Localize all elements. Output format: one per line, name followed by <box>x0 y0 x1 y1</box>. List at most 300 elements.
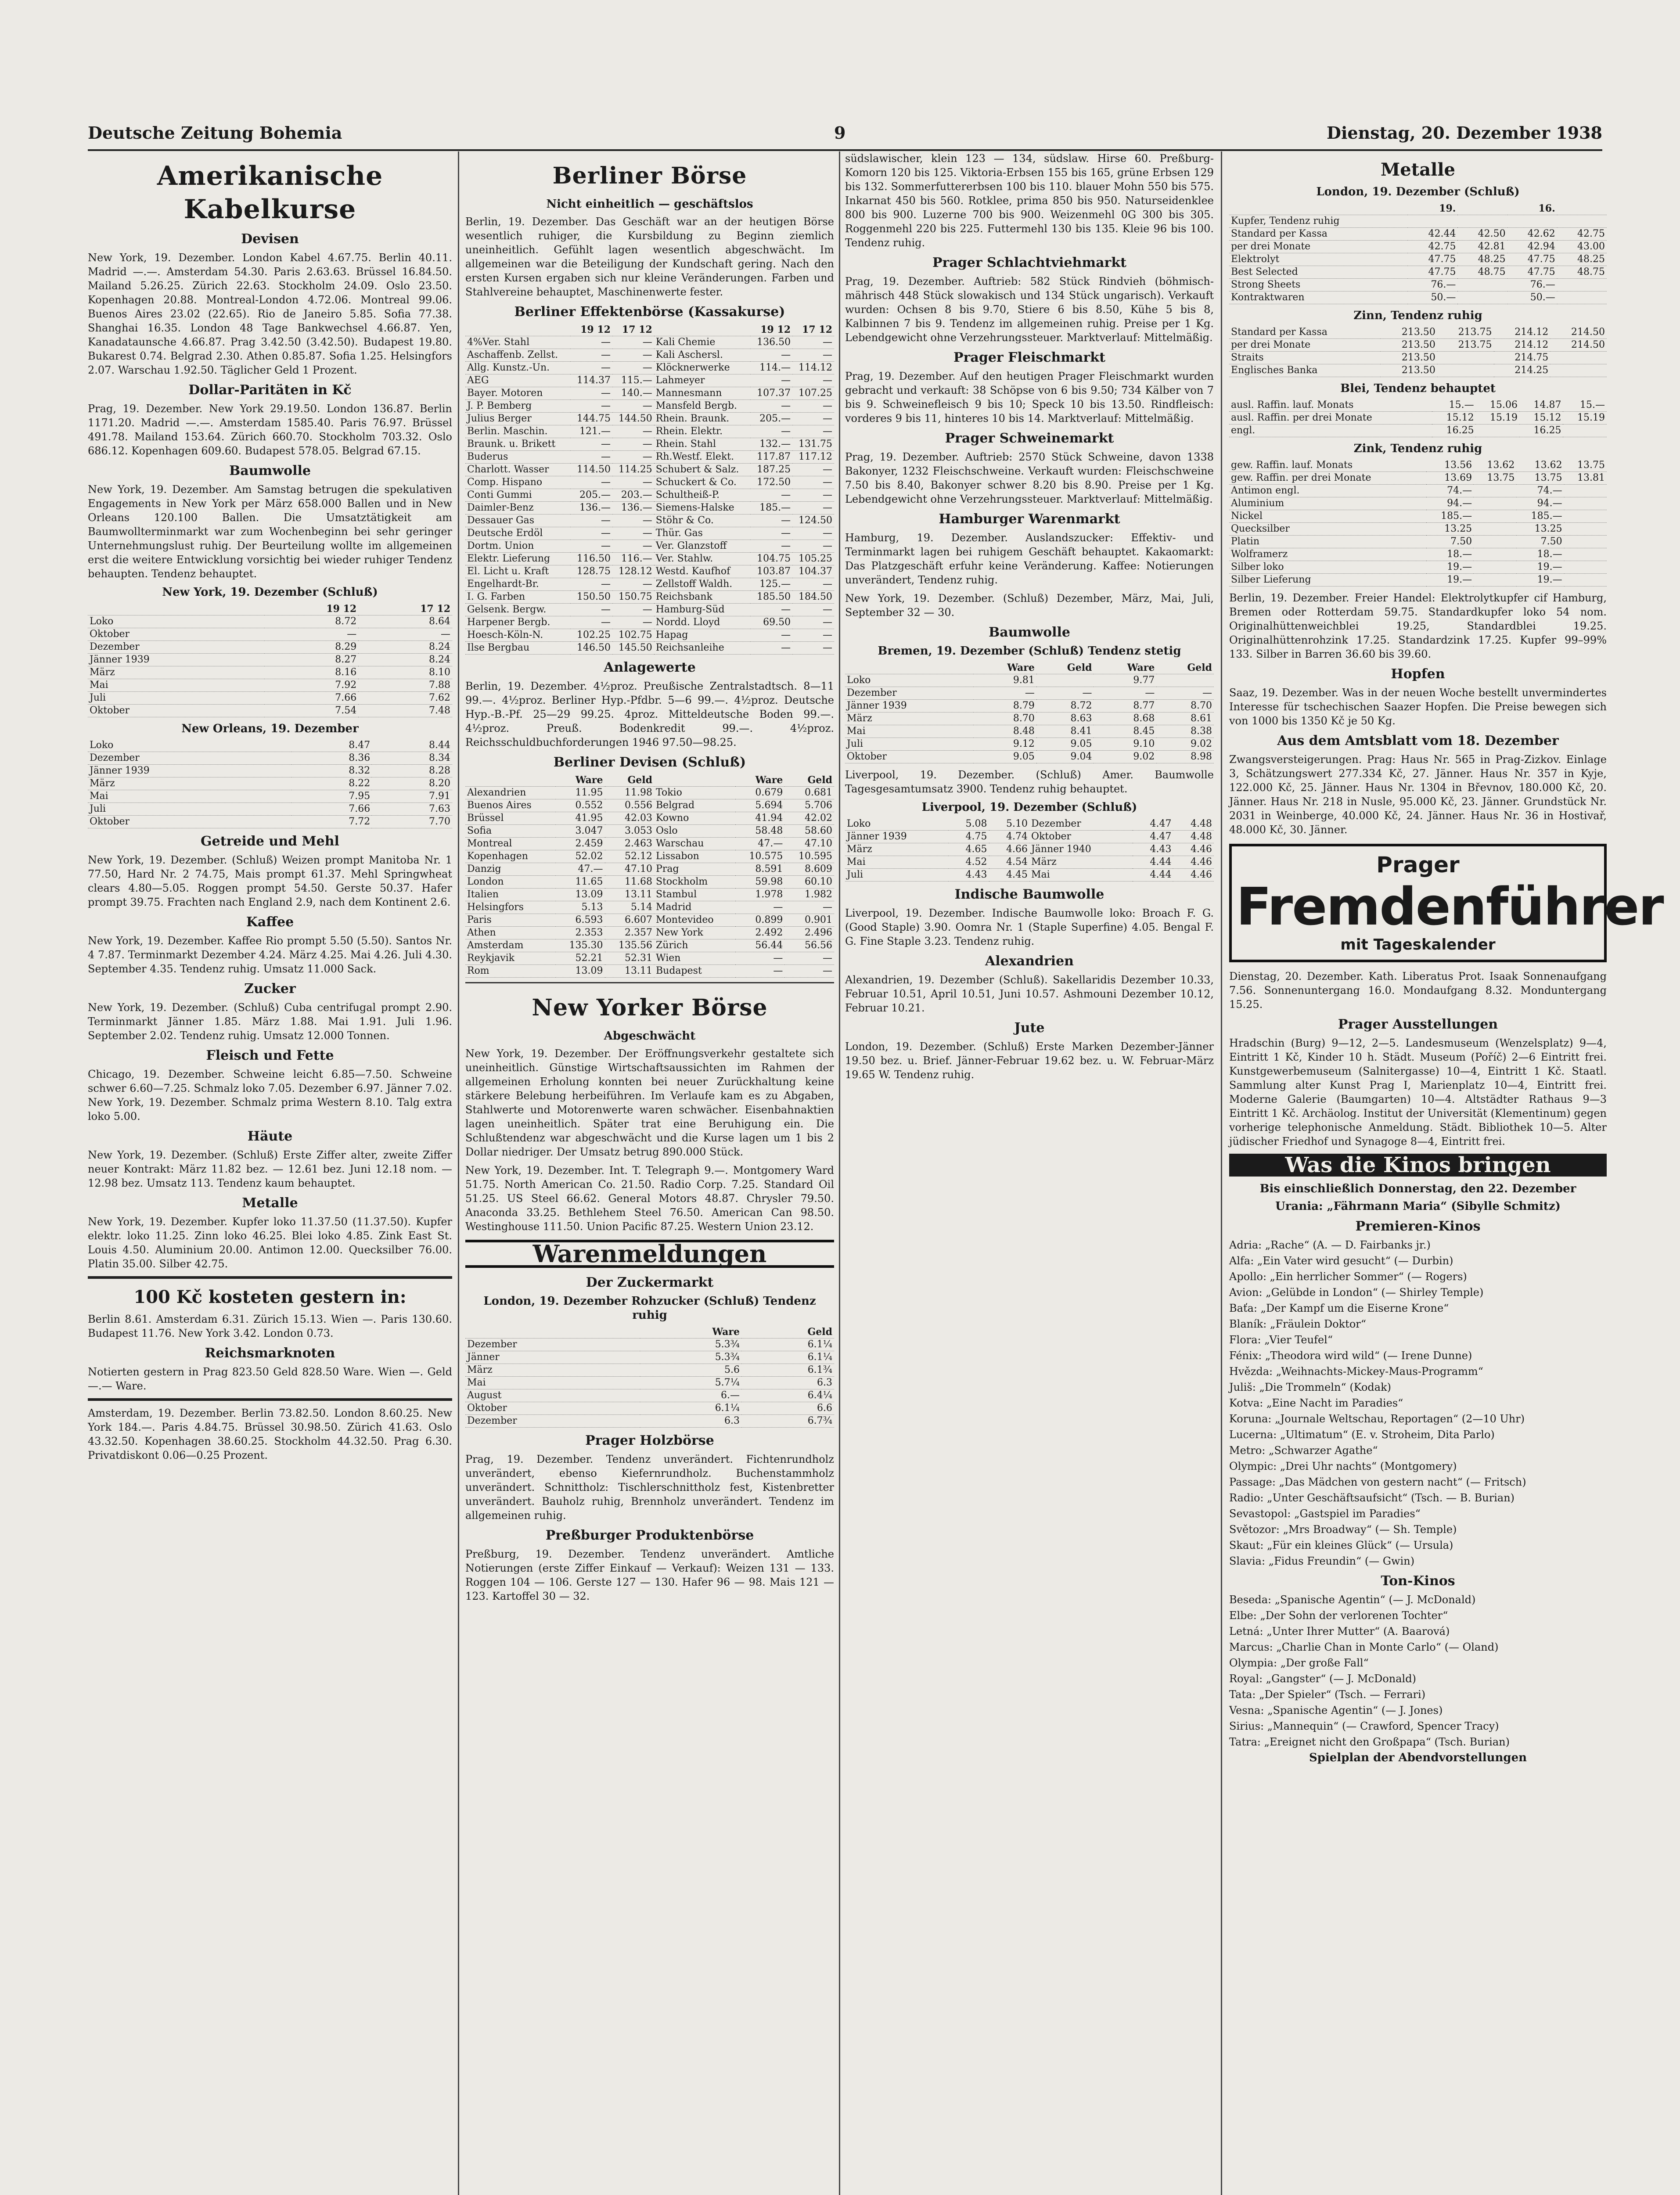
table-cell: 213.75 <box>1437 339 1494 352</box>
article-text: New York, 19. Dezember. Kaffee Rio prompt 5.50 (5.50). Santos Nr. 4 7.87. Terminmarkt Dezember 4.24. März 4.25. Mai 4.26. Juli 4.30. September 4.35. Tendenz ruhig. Umsatz 11.000 Sack. <box>88 935 452 975</box>
table-cell: 47.75 <box>1507 266 1557 279</box>
article-text: Prag, 19. Dezember. New York 29.19.50. London 136.87. Berlin 1171.20. Madrid —.—. Amsterdam 1585.40. Paris 76.97. Brüssel 491.78. Mailand 153.64. Zürich 660.70. Stockholm 703.32. Oslo 686.12. Kopenhagen 609.60. Budapest 578.05. Belgrad 67.15. <box>88 403 452 457</box>
table-cell: Harpener Bergb. <box>465 616 571 629</box>
paper-name: Deutsche Zeitung Bohemia <box>88 123 342 143</box>
table-cell <box>1550 352 1607 364</box>
cinema-line: Urania: „Fährmann Maria“ (Sibylle Schmitz) <box>1275 1200 1561 1213</box>
table-cell: 52.02 <box>555 850 605 863</box>
table-cell: Quecksilber <box>1229 523 1426 536</box>
table-cell: gew. Raffin. per drei Monate <box>1229 472 1426 485</box>
table-cell: Stöhr & Co. <box>654 515 751 527</box>
table-cell: 114.— <box>751 362 792 374</box>
table-cell: ausl. Raffin. per drei Monate <box>1229 412 1432 425</box>
table-row <box>465 825 834 838</box>
table-cell: 6.1¾ <box>741 1364 834 1377</box>
table-cell <box>1564 574 1607 587</box>
table-cell: 8.77 <box>1094 700 1156 712</box>
table-cell: — <box>751 642 792 655</box>
table-cell: 13.25 <box>1426 523 1474 536</box>
table-cell: 8.48 <box>974 725 1036 738</box>
table-cell: — <box>792 489 834 502</box>
table-cell: Elektr. Lieferung <box>465 553 571 565</box>
column-header <box>1557 202 1607 215</box>
table-cell: Athen <box>465 927 555 939</box>
table-cell: 7.66 <box>265 692 359 705</box>
table-heading: London, 19. Dezember (Schluß) <box>1316 185 1520 198</box>
table-cell: 42.75 <box>1557 228 1607 241</box>
section-title: Metalle <box>1381 159 1455 180</box>
table-cell: 214.25 <box>1494 364 1550 377</box>
column-header: 19 12 <box>571 324 612 336</box>
article-text: Alexandrien, 19. Dezember (Schluß). Sakellaridis Dezember 10.33, Februar 10.51, April 10.51, Juni 10.57. Ashmouni Dezember 10.12, Februar 10.21. <box>845 974 1214 1014</box>
table-cell: 52.31 <box>605 952 655 965</box>
table-cell: 4.45 <box>989 869 1029 882</box>
table-cell: 185.50 <box>751 591 792 604</box>
table-cell: 8.20 <box>372 777 452 790</box>
table-cell: 8.32 <box>291 765 372 777</box>
table-row <box>845 818 1214 831</box>
subsection-heading: Premieren-Kinos <box>1355 1219 1481 1234</box>
table-row <box>845 738 1214 751</box>
kinos-banner: Was die Kinos bringen <box>1229 1154 1607 1177</box>
table-cell: 7.70 <box>372 816 452 828</box>
article-text: New York, 19. Dezember. (Schluß) Dezember, März, Mai, Juli, September 32 — 30. <box>845 592 1214 619</box>
table-cell: — <box>735 952 785 965</box>
table-cell: 4.46 <box>1173 843 1214 856</box>
table-cell: 4.52 <box>948 856 989 869</box>
table-heading: Zink, Tendenz ruhig <box>1353 442 1482 455</box>
table-cell: Kowno <box>654 812 735 825</box>
table-cell: 41.95 <box>555 812 605 825</box>
table-row <box>465 578 834 591</box>
column-header: Geld <box>784 774 834 787</box>
table-row <box>88 816 452 828</box>
table-cell: London <box>465 876 555 889</box>
table-cell: Nordd. Lloyd <box>654 616 751 629</box>
table-cell: 128.12 <box>612 565 654 578</box>
table-cell: 128.75 <box>571 565 612 578</box>
table-cell: — <box>571 387 612 400</box>
table-cell: 19.— <box>1426 574 1474 587</box>
table-cell: 2.496 <box>784 927 834 939</box>
table-cell: 117.12 <box>792 451 834 464</box>
table-cell: Oktober <box>88 705 265 717</box>
table-cell: 8.68 <box>1094 712 1156 725</box>
table-cell: 13.75 <box>1516 472 1564 485</box>
table-cell: Mai <box>845 856 948 869</box>
table-row <box>1229 266 1607 279</box>
table-cell: 6.6 <box>741 1402 834 1415</box>
table-cell: Dessauer Gas <box>465 515 571 527</box>
table-cell <box>1474 497 1516 510</box>
table-cell <box>1457 215 1507 228</box>
table-cell: Dezember <box>465 1415 640 1428</box>
table-cell: — <box>571 349 612 362</box>
table-cell: — <box>265 628 359 641</box>
table-cell: — <box>571 362 612 374</box>
table-header-row <box>845 662 1214 674</box>
divider <box>88 1276 452 1279</box>
table-cell: — <box>571 438 612 451</box>
column-rule <box>458 151 459 2195</box>
table-cell: Loko <box>845 674 974 687</box>
table-cell: 42.02 <box>784 812 834 825</box>
table-header-row <box>465 774 834 787</box>
table-cell: Dezember <box>1029 818 1133 831</box>
table-row <box>465 914 834 927</box>
table-cell: Montreal <box>465 838 555 850</box>
column-header <box>465 324 571 336</box>
table-heading: New York, 19. Dezember (Schluß) <box>162 586 378 599</box>
table-cell: 7.50 <box>1426 536 1474 548</box>
table-cell: Deutsche Erdöl <box>465 527 571 540</box>
table-cell: 60.10 <box>784 876 834 889</box>
table-cell: 7.95 <box>291 790 372 803</box>
quote-table <box>1229 202 1607 304</box>
article-text: Berlin, 19. Dezember. Das Geschäft war an der heutigen Börse wesentlich ruhiger, die Kursbildung zu Beginn ziemlich uneinheitlich. Gefühlt lagen wesentlich abgeschwächt. Im allgemeinen war die Beteiligung der Kundschaft gering. Nach den ersten Kursen ergaben sich nur kleine Veränderungen. Farben und Stahlvereine behauptet, Maschinenwerte fester. <box>465 216 834 298</box>
table-cell <box>1036 674 1094 687</box>
table-row <box>465 812 834 825</box>
table-cell: 4.43 <box>1133 843 1173 856</box>
table-cell: Juli <box>88 803 291 816</box>
article-text: Prag, 19. Dezember. Auf den heutigen Prager Fleischmarkt wurden gebracht und verkauft: 38 Schöpse von 6 bis 9.50; 734 Kälber von 7 bis 9. Schweinefleisch 9 bis 10; Speck 10 bis 13.50. Rindfleisch: vorderes 9 bis 11, hinteres 10 bis 14. Marktverlauf: Mittelmäßig. <box>845 370 1214 425</box>
table-cell: Kontraktwaren <box>1229 291 1408 304</box>
table-cell: Buderus <box>465 451 571 464</box>
table-cell: 8.72 <box>1036 700 1094 712</box>
table-cell: Aluminium <box>1229 497 1426 510</box>
table-cell: — <box>792 425 834 438</box>
table-cell: Oktober <box>1029 831 1133 843</box>
table-cell: 15.12 <box>1519 412 1563 425</box>
table-cell: — <box>751 400 792 413</box>
table-cell: 4.43 <box>948 869 989 882</box>
table-row <box>465 939 834 952</box>
table-heading: London, 19. Dezember Rohzucker (Schluß) Tendenz ruhig <box>483 1295 816 1322</box>
table-cell <box>1408 215 1457 228</box>
table-cell: 4.44 <box>1133 869 1173 882</box>
table-cell: 213.75 <box>1437 326 1494 339</box>
list-item: Passage: „Das Mädchen von gestern nacht“ (— Fritsch) <box>1229 1476 1526 1488</box>
table-cell: Kali Aschersl. <box>654 349 751 362</box>
table-row <box>465 502 834 515</box>
table-row <box>465 565 834 578</box>
table-row <box>465 451 834 464</box>
table-cell: 132.— <box>751 438 792 451</box>
subsection-heading: Prager Fleischmarkt <box>953 350 1105 365</box>
table-cell: 214.12 <box>1494 339 1550 352</box>
table-cell: Rh.Westf. Elekt. <box>654 451 751 464</box>
table-cell: 0.681 <box>784 787 834 799</box>
table-cell: Jänner 1940 <box>1029 843 1133 856</box>
table-cell: Wien <box>654 952 735 965</box>
table-cell: 125.— <box>751 578 792 591</box>
table-cell: — <box>792 336 834 349</box>
table-cell: 15.19 <box>1476 412 1519 425</box>
table-row <box>465 413 834 425</box>
footer-note: Spielplan der Abendvorstellungen <box>1309 1751 1527 1764</box>
table-cell: — <box>571 616 612 629</box>
table-cell <box>1564 510 1607 523</box>
table-cell: Bayer. Motoren <box>465 387 571 400</box>
article-text: Berlin, 19. Dezember. 4½proz. Preußische Zentralstadtsch. 8—11 99.—. 4½proz. Berliner Hyp.-Pfdbr. 5—6 99.—. 4½proz. Deutsche Hyp.-B.-Pf. 25—29 99.25. 4proz. Mitteldeutsche Boden 99.—. 4½proz. Preuß. Bodenkredit 99.—. 4½proz. Reichsschuldbuchforderungen 1946 97.50—98.25. <box>465 680 834 748</box>
table-cell: 2.353 <box>555 927 605 939</box>
table-row <box>465 1339 834 1351</box>
table-cell: 4.46 <box>1173 856 1214 869</box>
table-row <box>465 425 834 438</box>
table-row <box>1229 279 1607 291</box>
table-row <box>88 765 452 777</box>
table-cell: Silber loko <box>1229 561 1426 574</box>
table-cell: — <box>792 616 834 629</box>
table-cell: 121.— <box>571 425 612 438</box>
table-cell: 15.06 <box>1476 399 1519 412</box>
table-cell: 104.37 <box>792 565 834 578</box>
table-cell: Platin <box>1229 536 1426 548</box>
table-cell: — <box>784 901 834 914</box>
list-item: Alfa: „Ein Vater wird gesucht“ (— Durbin) <box>1229 1255 1453 1267</box>
table-cell: 8.64 <box>358 615 452 628</box>
article-text: Amsterdam, 19. Dezember. Berlin 73.82.50. London 8.60.25. New York 184.—. Paris 4.84.75. Brüssel 30.98.50. Zürich 41.63. Oslo 43.32.50. Kopenhagen 38.60.25. Stockholm 44.32.50. Prag 6.30. Privatdiskont 0.06—0.25 Prozent. <box>88 1407 452 1461</box>
table-cell: Juli <box>845 869 948 882</box>
table-cell: Berlin. Maschin. <box>465 425 571 438</box>
subsection-heading: Devisen <box>241 231 299 247</box>
table-cell: 15.12 <box>1432 412 1475 425</box>
table-row <box>465 850 834 863</box>
table-cell: 69.50 <box>751 616 792 629</box>
list-item: Letná: „Unter Ihrer Mutter“ (A. Baarová) <box>1229 1625 1450 1637</box>
table-cell: 8.72 <box>265 615 359 628</box>
quote-table <box>1229 399 1607 437</box>
table-cell: 102.25 <box>571 629 612 642</box>
subsection-heading: Berliner Devisen (Schluß) <box>553 755 746 770</box>
table-cell: — <box>358 628 452 641</box>
table-row <box>465 527 834 540</box>
table-row <box>465 553 834 565</box>
table-row <box>1229 510 1607 523</box>
table-cell <box>1457 291 1507 304</box>
table-row <box>465 616 834 629</box>
table-cell: Standard per Kassa <box>1229 228 1408 241</box>
table-cell: Siemens-Halske <box>654 502 751 515</box>
table-row <box>845 843 1214 856</box>
column-header: Ware <box>640 1326 741 1339</box>
table-cell: 213.50 <box>1381 326 1437 339</box>
column-header: 19 12 <box>751 324 792 336</box>
table-cell: 58.60 <box>784 825 834 838</box>
table-cell: 144.50 <box>612 413 654 425</box>
table-cell: 185.— <box>1426 510 1474 523</box>
table-cell: 4.46 <box>1173 869 1214 882</box>
table-cell: Braunk. u. Brikett <box>465 438 571 451</box>
table-cell: — <box>792 400 834 413</box>
table-row <box>465 1402 834 1415</box>
subsection-heading: Jute <box>1014 1020 1045 1036</box>
table-cell: 7.63 <box>372 803 452 816</box>
table-row <box>88 705 452 717</box>
running-head <box>88 119 1602 151</box>
divider <box>465 982 834 983</box>
table-cell <box>1437 364 1494 377</box>
table-cell: 8.24 <box>358 654 452 666</box>
table-cell: Mai <box>1029 869 1133 882</box>
table-cell: — <box>751 604 792 616</box>
table-cell: 47.75 <box>1408 253 1457 266</box>
article-text: Prag, 19. Dezember. Auftrieb: 582 Stück Rindvieh (böhmisch-mährisch 448 Stück slowakisch und 134 Stück ungarisch). Verkauft wurden: Ochsen 8 bis 9.70, Stiere 6 bis 8.50, Kühe 5 bis 8, Kalbinnen 7 bis 9. Tendenz im allgemeinen ruhig. Preise per 1 Kg. Lebendgewicht ohne Verzehrungssteuer. Marktverlauf: Mittelmäßig. <box>845 275 1214 344</box>
table-cell: 58.48 <box>735 825 785 838</box>
table-cell <box>1437 352 1494 364</box>
table-cell: 5.08 <box>948 818 989 831</box>
table-cell: Helsingfors <box>465 901 555 914</box>
table-cell: Stambul <box>654 889 735 901</box>
table-cell: 42.50 <box>1457 228 1507 241</box>
table-cell: 136.50 <box>751 336 792 349</box>
table-cell: 2.459 <box>555 838 605 850</box>
table-cell: — <box>792 374 834 387</box>
table-cell: 6.1¼ <box>741 1339 834 1351</box>
table-cell: 13.62 <box>1474 459 1516 472</box>
column-header <box>1457 202 1507 215</box>
table-cell: Belgrad <box>654 799 735 812</box>
subsection-heading: Kaffee <box>246 914 294 930</box>
list-item: Olympia: „Der große Fall“ <box>1229 1657 1369 1669</box>
table-cell: — <box>792 578 834 591</box>
table-cell: 15.19 <box>1563 412 1607 425</box>
table-cell: Straits <box>1229 352 1381 364</box>
table-cell: 11.68 <box>605 876 655 889</box>
table-cell: 124.50 <box>792 515 834 527</box>
table-cell: — <box>612 425 654 438</box>
article-text: Preßburg, 19. Dezember. Tendenz unverändert. Amtliche Notierungen (erste Ziffer Einkauf — Verkauf): Weizen 131 — 133. Roggen 104 — 106. Gerste 127 — 130. Hafer 96 — 98. Mais 121 — 123. Kartoffel 30 — 32. <box>465 1548 834 1602</box>
table-cell: 103.87 <box>751 565 792 578</box>
table-cell: Jänner 1939 <box>88 654 265 666</box>
list-item: Lucerna: „Ultimatum“ (E. v. Stroheim, Dita Parlo) <box>1229 1429 1495 1441</box>
table-cell: Ilse Bergbau <box>465 642 571 655</box>
table-cell: Silber Lieferung <box>1229 574 1426 587</box>
table-cell: 4.66 <box>989 843 1029 856</box>
table-row <box>465 965 834 978</box>
table-cell: — <box>751 425 792 438</box>
table-cell: — <box>751 349 792 362</box>
table-cell: 0.679 <box>735 787 785 799</box>
table-cell: 150.50 <box>571 591 612 604</box>
subsection-heading: Reichsmarknoten <box>205 1346 335 1361</box>
table-row <box>465 400 834 413</box>
table-cell: 8.38 <box>1156 725 1214 738</box>
table-cell: Oktober <box>88 816 291 828</box>
table-cell: 47.10 <box>784 838 834 850</box>
table-cell: 5.3¾ <box>640 1351 741 1364</box>
article-text: Notierten gestern in Prag 823.50 Geld 828.50 Ware. Wien —. Geld —.— Ware. <box>88 1366 452 1392</box>
table-row <box>88 641 452 654</box>
table-cell: Gelsenk. Bergw. <box>465 604 571 616</box>
table-cell: per drei Monate <box>1229 339 1381 352</box>
table-cell: 9.10 <box>1094 738 1156 751</box>
column-3 <box>845 151 1214 2195</box>
column-4 <box>1229 151 1663 2195</box>
subsection-heading: Hamburger Warenmarkt <box>939 511 1120 527</box>
table-cell: 145.50 <box>612 642 654 655</box>
list-item: Slavia: „Fidus Freundin“ (— Gwin) <box>1229 1555 1415 1567</box>
table-cell: 117.87 <box>751 451 792 464</box>
subsection-heading: Prager Schweinemarkt <box>945 431 1114 446</box>
table-row <box>845 712 1214 725</box>
table-cell: Juli <box>88 692 265 705</box>
article-text: Hamburg, 19. Dezember. Auslandszucker: Effektiv- und Terminmarkt lagen bei ruhigem Geschäft behauptet. Kakaomarkt: Das Platzgeschäft erfuhr keine Veränderung. Kaffee: Notierungen unverändert, Tendenz ruhig. <box>845 532 1214 586</box>
table-cell: 59.98 <box>735 876 785 889</box>
article-text: Dienstag, 20. Dezember. Kath. Liberatus Prot. Isaak Sonnenaufgang 7.56. Sonnenuntergang 16.0. Mondaufgang 8.32. Monduntergang 15.25. <box>1229 970 1607 1011</box>
table-cell: 56.44 <box>735 939 785 952</box>
advert-kicker: Prager <box>1376 852 1460 878</box>
table-cell: Mai <box>88 679 265 692</box>
table-cell: 42.94 <box>1507 241 1557 253</box>
table-cell: März <box>88 666 265 679</box>
table-cell: Oktober <box>845 751 974 763</box>
table-cell: Dezember <box>845 687 974 700</box>
table-cell: 5.6 <box>640 1364 741 1377</box>
table-row <box>88 752 452 765</box>
table-cell: 185.— <box>751 502 792 515</box>
table-row <box>1229 241 1607 253</box>
table-cell: — <box>571 578 612 591</box>
column-header: Geld <box>1036 662 1094 674</box>
table-cell <box>1564 548 1607 561</box>
table-cell: — <box>792 413 834 425</box>
table-cell: 15.— <box>1563 399 1607 412</box>
list-item: Kotva: „Eine Nacht im Paradies“ <box>1229 1397 1403 1409</box>
table-cell: 8.41 <box>1036 725 1094 738</box>
table-row <box>1229 497 1607 510</box>
table-cell: 1.978 <box>735 889 785 901</box>
table-cell: Oktober <box>465 1402 640 1415</box>
table-cell: 7.66 <box>291 803 372 816</box>
table-cell: Italien <box>465 889 555 901</box>
article-text: Berlin, 19. Dezember. Freier Handel: Elektrolytkupfer cif Hamburg, Bremen oder Rotterdam 59.75. Standardkupfer loko 54 nom. Originalhüttenweichblei 19.25, Standardblei 19.25. Originalhüttenrohzink 17.25. Standardzink 17.25. Kupfer 99–99% 133. Silber in Barren 36.60 bis 39.60. <box>1229 592 1607 660</box>
table-cell: Ver. Glanzstoff <box>654 540 751 553</box>
table-cell: 10.595 <box>784 850 834 863</box>
table-cell: Kupfer, Tendenz ruhig <box>1229 215 1408 228</box>
table-cell: — <box>612 451 654 464</box>
table-cell: — <box>612 540 654 553</box>
table-cell: Jänner 1939 <box>845 831 948 843</box>
column-header <box>465 1326 640 1339</box>
list-item: Sevastopol: „Gastspiel im Paradies“ <box>1229 1508 1421 1520</box>
column-header: Ware <box>555 774 605 787</box>
table-cell: engl. <box>1229 425 1432 437</box>
table-cell: Best Selected <box>1229 266 1408 279</box>
table-cell: 6.1¼ <box>640 1402 741 1415</box>
list-item: Tatra: „Ereignet nicht den Großpapa“ (Tsch. Burian) <box>1229 1736 1510 1748</box>
table-cell: — <box>792 527 834 540</box>
table-cell: 13.69 <box>1426 472 1474 485</box>
table-row <box>465 927 834 939</box>
table-cell: 74.— <box>1426 485 1474 497</box>
table-cell: 13.81 <box>1564 472 1607 485</box>
table-cell <box>1557 291 1607 304</box>
subsection-heading: Häute <box>247 1129 293 1144</box>
table-cell: — <box>612 604 654 616</box>
section-title: New Yorker Börse <box>532 994 768 1021</box>
table-cell: 9.12 <box>974 738 1036 751</box>
article-text: südslawischer, klein 123 — 134, südslaw. Hirse 60. Preßburg-Komorn 120 bis 125. Viktoria-Erbsen 155 bis 165, grüne Erbsen 129 bis 132. Sommerfuttererbsen 100 bis 110. blauer Mohn 550 bis 575. Inkarnat 450 bis 560. Rotklee, prima 850 bis 950. Naturseidenklee 800 bis 900. Luzerne 700 bis 900. Weizenmehl 0G 300 bis 305. Roggenmehl 220 bis 225. Futtermehl 130 bis 135. Kleie 96 bis 100. Tendenz ruhig. <box>845 152 1214 249</box>
table-cell: — <box>571 451 612 464</box>
column-header <box>1229 202 1408 215</box>
table-cell: 47.75 <box>1507 253 1557 266</box>
table-cell: 115.— <box>612 374 654 387</box>
table-cell: 19.— <box>1516 574 1564 587</box>
table-cell: — <box>612 616 654 629</box>
column-rule <box>839 151 840 2195</box>
subsection-heading: Hopfen <box>1391 666 1445 682</box>
